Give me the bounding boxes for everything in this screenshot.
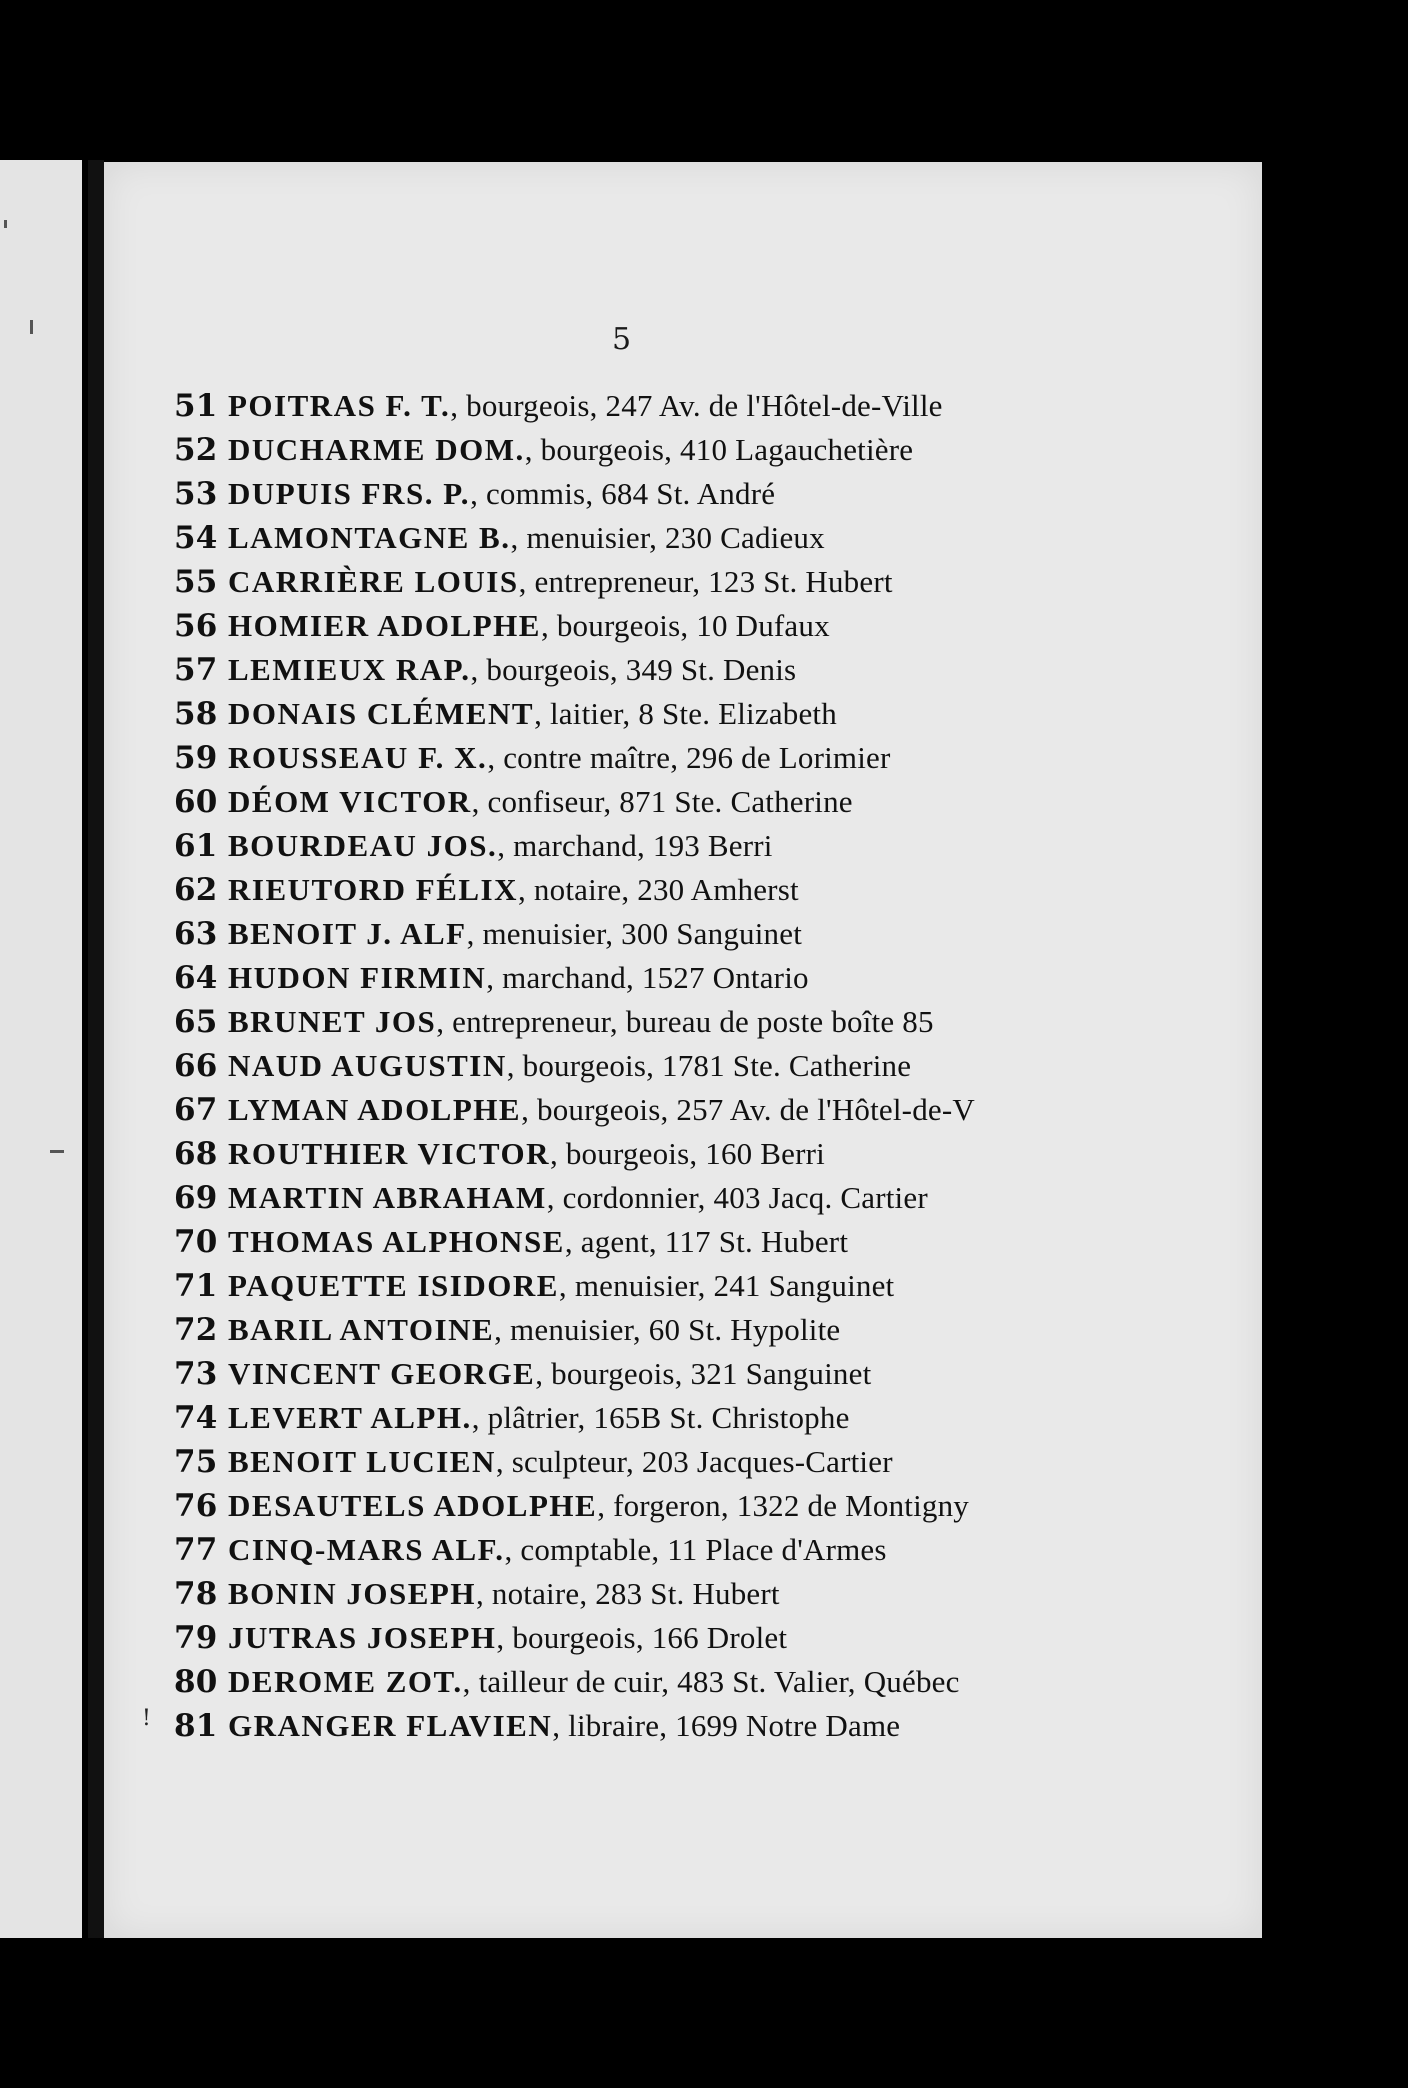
directory-entry [174, 1616, 1234, 1660]
entry-number: 66 [174, 1048, 218, 1084]
directory-entry [174, 1308, 1234, 1352]
entry-name: DEROME ZOT. [228, 1664, 463, 1699]
entry-number: 55 [174, 564, 218, 600]
entry-number: 78 [174, 1576, 218, 1612]
adjacent-page-edge [0, 160, 82, 1938]
directory-entry [174, 1704, 1234, 1748]
entry-detail: , bourgeois, 247 Av. de l'Hôtel-de-Ville [450, 388, 943, 423]
entry-number: 54 [174, 520, 218, 556]
entry-number: 62 [174, 872, 218, 908]
entry-number: 72 [174, 1312, 218, 1348]
entry-detail: , laitier, 8 Ste. Elizabeth [534, 696, 837, 731]
directory-entry [174, 1484, 1234, 1528]
entry-detail: , sculpteur, 203 Jacques-Cartier [495, 1444, 893, 1479]
entry-name: BARIL ANTOINE [228, 1312, 495, 1347]
entry-name: JUTRAS JOSEPH [228, 1620, 497, 1655]
entry-number: 57 [174, 652, 218, 688]
entry-detail: , forgeron, 1322 de Montigny [597, 1488, 970, 1523]
entry-name: MARTIN ABRAHAM [228, 1180, 547, 1215]
entry-number: 60 [174, 784, 218, 820]
entry-number: 75 [174, 1444, 218, 1480]
directory-list [174, 384, 1234, 1748]
directory-entry [174, 1660, 1234, 1704]
entry-detail: , bourgeois, 349 St. Denis [470, 652, 797, 687]
entry-detail: , menuisier, 241 Sanguinet [558, 1268, 895, 1303]
entry-number: 61 [174, 828, 218, 864]
entry-detail: , menuisier, 60 St. Hypolite [494, 1312, 841, 1347]
entry-number: 63 [174, 916, 218, 952]
entry-name: POITRAS F. T. [228, 388, 451, 423]
entry-name: DUPUIS FRS. P. [228, 476, 471, 511]
directory-entry [174, 1528, 1234, 1572]
entry-name: ROUTHIER VICTOR [228, 1136, 550, 1171]
entry-name: HOMIER ADOLPHE [228, 608, 541, 643]
entry-number: 73 [174, 1356, 218, 1392]
directory-entry [174, 384, 1234, 428]
entry-name: HUDON FIRMIN [228, 960, 487, 995]
directory-entry [174, 472, 1234, 516]
directory-entry [174, 428, 1234, 472]
directory-entry [174, 648, 1234, 692]
entry-number: 69 [174, 1180, 218, 1216]
entry-name: RIEUTORD FÉLIX [228, 872, 519, 907]
entry-detail: , entrepreneur, 123 St. Hubert [518, 564, 893, 599]
entry-detail: , notaire, 283 St. Hubert [475, 1576, 780, 1611]
directory-entry [174, 692, 1234, 736]
entry-number: 74 [174, 1400, 218, 1436]
entry-name: BENOIT J. ALF [228, 916, 467, 951]
directory-entry [174, 1572, 1234, 1616]
entry-name: CARRIÈRE LOUIS [228, 564, 519, 599]
entry-detail: , agent, 117 St. Hubert [564, 1224, 849, 1259]
entry-name: BENOIT LUCIEN [228, 1444, 496, 1479]
directory-entry [174, 516, 1234, 560]
directory-entry [174, 912, 1234, 956]
page-number: 5 [612, 322, 632, 357]
entry-number: 53 [174, 476, 218, 512]
entry-detail: , bourgeois, 321 Sanguinet [535, 1356, 872, 1391]
entry-name: VINCENT GEORGE [228, 1356, 536, 1391]
entry-name: DESAUTELS ADOLPHE [228, 1488, 598, 1523]
directory-entry [174, 1088, 1234, 1132]
entry-number: 59 [174, 740, 218, 776]
entry-number: 80 [174, 1664, 218, 1700]
entry-number: 79 [174, 1620, 218, 1656]
directory-entry [174, 1264, 1234, 1308]
directory-entry [174, 1352, 1234, 1396]
entry-number: 52 [174, 432, 218, 468]
entry-name: BOURDEAU JOS. [228, 828, 498, 863]
entry-name: LEVERT ALPH. [228, 1400, 472, 1435]
entry-detail: , bourgeois, 410 Lagauchetière [524, 432, 914, 467]
entry-number: 51 [174, 388, 218, 424]
entry-name: THOMAS ALPHONSE [228, 1224, 565, 1259]
entry-name: PAQUETTE ISIDORE [228, 1268, 559, 1303]
entry-name: BRUNET JOS [228, 1004, 437, 1039]
entry-number: 56 [174, 608, 218, 644]
entry-detail: , bourgeois, 160 Berri [549, 1136, 825, 1171]
entry-number: 76 [174, 1488, 218, 1524]
entry-detail: , menuisier, 300 Sanguinet [466, 916, 803, 951]
entry-detail: , cordonnier, 403 Jacq. Cartier [546, 1180, 928, 1215]
entry-detail: , comptable, 11 Place d'Armes [504, 1532, 887, 1567]
entry-name: DONAIS CLÉMENT [228, 696, 535, 731]
entry-name: DÉOM VICTOR [228, 784, 472, 819]
directory-entry [174, 560, 1234, 604]
directory-entry [174, 956, 1234, 1000]
directory-entry [174, 736, 1234, 780]
entry-number: 70 [174, 1224, 218, 1260]
directory-entry [174, 824, 1234, 868]
entry-detail: , bourgeois, 166 Drolet [496, 1620, 788, 1655]
directory-entry [174, 1220, 1234, 1264]
entry-name: DUCHARME DOM. [228, 432, 525, 467]
entry-name: BONIN JOSEPH [228, 1576, 476, 1611]
entry-number: 71 [174, 1268, 218, 1304]
entry-detail: , tailleur de cuir, 483 St. Valier, Québec [462, 1664, 960, 1699]
entry-detail: , libraire, 1699 Notre Dame [552, 1708, 901, 1743]
entry-number: 77 [174, 1532, 218, 1568]
entry-name: NAUD AUGUSTIN [228, 1048, 507, 1083]
directory-entry [174, 1396, 1234, 1440]
entry-name: GRANGER FLAVIEN [228, 1708, 553, 1743]
directory-entry [174, 1176, 1234, 1220]
entry-number: 67 [174, 1092, 218, 1128]
entry-number: 81 [174, 1708, 218, 1744]
entry-detail: , commis, 684 St. André [470, 476, 776, 511]
gutter-divider [88, 160, 104, 1938]
directory-entry [174, 604, 1234, 648]
entry-number: 65 [174, 1004, 218, 1040]
directory-entry [174, 1000, 1234, 1044]
directory-entry [174, 780, 1234, 824]
document-page [104, 162, 1262, 1938]
entry-number: 64 [174, 960, 218, 996]
directory-entry [174, 1044, 1234, 1088]
margin-mark: ! [142, 1706, 151, 1731]
entry-detail: , marchand, 1527 Ontario [486, 960, 809, 995]
entry-name: LYMAN ADOLPHE [228, 1092, 522, 1127]
directory-entry [174, 1132, 1234, 1176]
entry-detail: , confiseur, 871 Ste. Catherine [471, 784, 853, 819]
entry-name: LEMIEUX RAP. [228, 652, 471, 687]
entry-detail: , bourgeois, 257 Av. de l'Hôtel-de-V [521, 1092, 975, 1127]
entry-detail: , bourgeois, 10 Dufaux [540, 608, 830, 643]
entry-detail: , marchand, 193 Berri [497, 828, 773, 863]
entry-name: CINQ-MARS ALF. [228, 1532, 505, 1567]
entry-number: 58 [174, 696, 218, 732]
entry-detail: , notaire, 230 Amherst [518, 872, 799, 907]
entry-detail: , entrepreneur, bureau de poste boîte 85 [436, 1004, 934, 1039]
entry-detail: , contre maître, 296 de Lorimier [487, 740, 891, 775]
entry-number: 68 [174, 1136, 218, 1172]
entry-name: ROUSSEAU F. X. [228, 740, 488, 775]
entry-detail: , plâtrier, 165B St. Christophe [471, 1400, 850, 1435]
entry-detail: , menuisier, 230 Cadieux [510, 520, 825, 555]
entry-name: LAMONTAGNE B. [228, 520, 511, 555]
directory-entry [174, 868, 1234, 912]
directory-entry [174, 1440, 1234, 1484]
entry-detail: , bourgeois, 1781 Ste. Catherine [506, 1048, 912, 1083]
